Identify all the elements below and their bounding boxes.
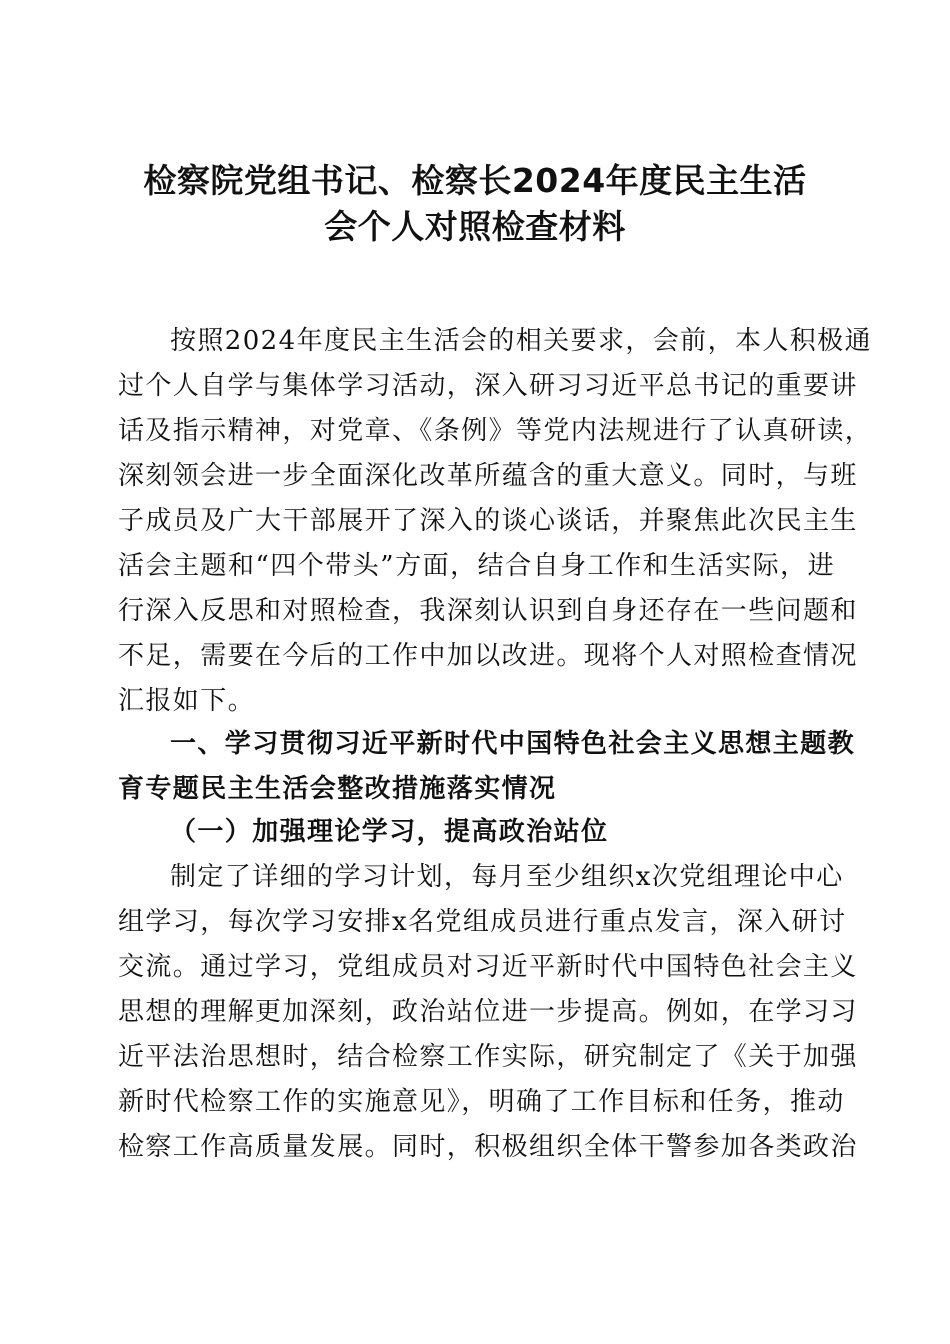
subheading-line: （一）加强理论学习，提高政治站位 — [170, 817, 609, 847]
heading-line: 育专题民主生活会整改措施落实情况 — [118, 774, 557, 804]
paragraph-line: 行深入反思和对照检查，我深刻认识到自身还存在一些问题和 — [118, 596, 858, 626]
paragraph-line: 过个人自学与集体学习活动，深入研习习近平总书记的重要讲 — [118, 371, 858, 401]
title-line-1: 检察院党组书记、检察长2024年度民主生活 — [143, 161, 807, 200]
paragraph-line: 组学习，每次学习安排x名党组成员进行重点发言，深入研讨 — [118, 907, 847, 937]
document-title — [110, 158, 840, 250]
paragraph-line: 话及指示精神，对党章、《条例》等党内法规进行了认真研读， — [118, 416, 873, 446]
heading-line: 一、学习贯彻习近平新时代中国特色社会主义思想主题教 — [170, 729, 856, 759]
subsection-heading — [118, 810, 835, 855]
paragraph-line: 汇报如下。 — [118, 686, 256, 716]
paragraph-line: 思想的理解更加深刻，政治站位进一步提高。例如，在学习习 — [118, 997, 858, 1027]
paragraph-line: 按照2024年度民主生活会的相关要求，会前，本人积极通 — [170, 326, 872, 356]
paragraph-line: 交流。通过学习，党组成员对习近平新时代中国特色社会主义 — [118, 952, 858, 982]
paragraph-line: 新时代检察工作的实施意见》，明确了工作目标和任务，推动 — [118, 1087, 845, 1117]
paragraph-line: 深刻领会进一步全面深化改革所蕴含的重大意义。同时，与班 — [118, 461, 858, 491]
subsection-paragraph — [118, 855, 858, 1170]
intro-paragraph — [118, 319, 873, 724]
paragraph-line: 子成员及广大干部展开了深入的谈心谈话，并聚焦此次民主生 — [118, 506, 858, 536]
title-line-2: 会个人对照检查材料 — [324, 207, 626, 246]
paragraph-line: 近平法治思想时，结合检察工作实际，研究制定了《关于加强 — [118, 1042, 858, 1072]
paragraph-line: 活会主题和“四个带头”方面，结合自身工作和生活实际，进 — [118, 551, 835, 581]
paragraph-line: 不足，需要在今后的工作中加以改进。现将个人对照检查情况 — [118, 641, 858, 671]
section-heading — [118, 722, 856, 812]
paragraph-line: 检察工作高质量发展。同时，积极组织全体干警参加各类政治 — [118, 1132, 858, 1162]
paragraph-line: 制定了详细的学习计划，每月至少组织x次党组理论中心 — [170, 862, 844, 892]
